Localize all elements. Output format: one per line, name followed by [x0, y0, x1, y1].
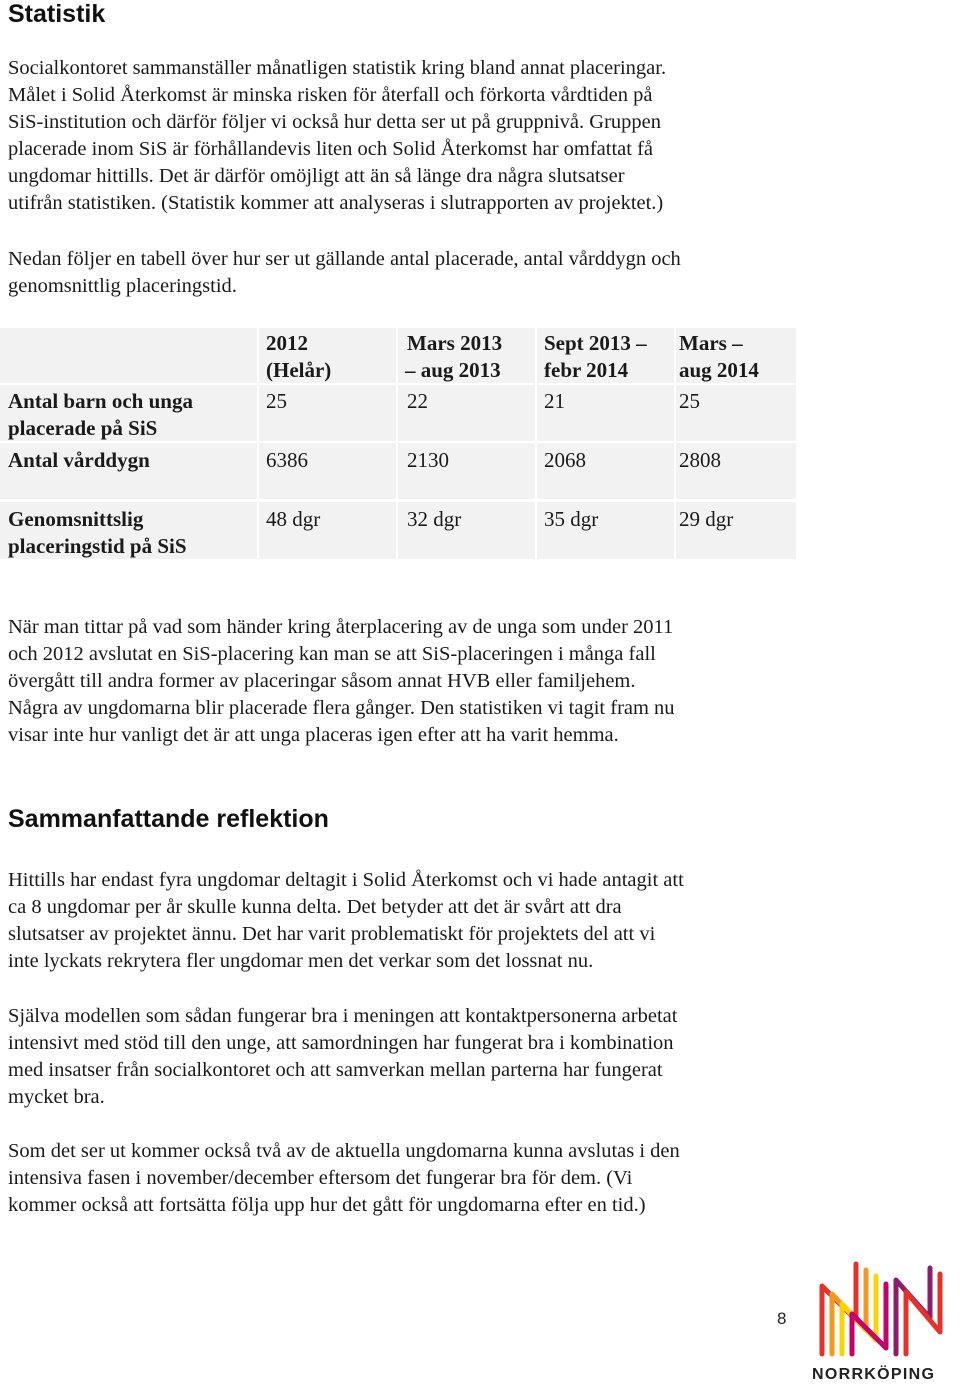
row-label-antal-varddygn: [0, 443, 257, 499]
header-line: Mars –: [679, 331, 743, 355]
row-label-line: placeringstid på SiS: [8, 534, 187, 558]
row-label-antal-barn: [0, 385, 257, 441]
table-cell: [259, 502, 396, 559]
text-line: mycket bra.: [8, 1086, 105, 1109]
row-label-genomsnittslig: [0, 502, 257, 559]
table-cell: [537, 385, 674, 441]
table-cell: [259, 443, 396, 499]
logo-stroke: [906, 1274, 940, 1354]
row-label-line: placerade på SiS: [8, 416, 158, 440]
header-line: aug 2014: [679, 358, 759, 382]
text-line: inte lyckats rekrytera fler ungdomar men det verkar som det lossnat nu.: [8, 950, 594, 973]
text-line: placerade inom SiS är förhållandevis liten och Solid Återkomst har omfattat få: [8, 138, 653, 161]
table-cell: [398, 385, 535, 441]
cell-value: 35 dgr: [544, 507, 599, 531]
table-cell: [537, 443, 674, 499]
header-line: febr 2014: [544, 358, 629, 382]
text-line: övergått till andra former av placeringar såsom annat HVB eller familjehem.: [8, 670, 636, 693]
text-line: När man tittar på vad som händer kring återplacering av de unga som under 2011: [8, 616, 674, 638]
text-line: Socialkontoret sammanställer månatligen statistik kring bland annat placeringar.: [8, 57, 667, 79]
logo-wordmark: NORRKÖPING: [812, 1366, 936, 1383]
text-line: Målet i Solid Återkomst är minska risken för återfall och förkorta vårdtiden på: [8, 84, 653, 107]
header-line: (Helår): [266, 358, 332, 382]
text-line: ca 8 ungdomar per år skulle kunna delta. Det betyder att det är svårt att dra: [8, 896, 622, 919]
text-line: intensivt med stöd till den unge, att samordningen har fungerat bra i kombination: [8, 1032, 674, 1055]
text-line: Några av ungdomarna blir placerade flera gånger. Den statistiken vi tagit fram nu: [8, 697, 675, 720]
table-cell: [398, 443, 535, 499]
cell-value: 25: [266, 389, 287, 413]
table-corner-cell: [0, 328, 257, 383]
text-line: Själva modellen som sådan fungerar bra i meningen att kontaktpersonerna arbetat: [8, 1005, 678, 1027]
table-cell: [676, 502, 796, 559]
text-line: intensiva fasen i november/december eftersom det fungerar bra för dem. (Vi: [8, 1167, 633, 1190]
text-line: och 2012 avslutat en SiS-placering kan man se att SiS-placeringen i många fall: [8, 643, 656, 666]
text-line: med insatser från socialkontoret och att samverkan mellan parterna har fungerat: [8, 1059, 663, 1082]
text-line: Nedan följer en tabell över hur ser ut gällande antal placerade, antal vårddygn och: [8, 248, 681, 270]
text-line: Hittills har endast fyra ungdomar deltagit i Solid Återkomst och vi hade antagit att: [8, 869, 684, 891]
row-label-line: Genomsnittslig: [8, 507, 144, 531]
table-cell: [398, 502, 535, 559]
header-line: – aug 2013: [405, 358, 501, 382]
cell-value: 48 dgr: [266, 507, 321, 531]
text-line: ungdomar hittills. Det är därför omöjligt att än så länge dra några slutsatser: [8, 165, 625, 188]
column-header-2012: [259, 328, 396, 383]
row-label-line: Antal barn och unga: [8, 389, 193, 413]
text-line: SiS-institution och därför följer vi också hur detta ser ut på gruppnivå. Gruppen: [8, 111, 662, 134]
norrkoping-logo-icon: [812, 1258, 952, 1360]
table-cell: [676, 443, 796, 499]
column-header-mars-2013: [398, 328, 535, 383]
cell-value: 22: [407, 389, 428, 413]
row-label-line: Antal vårddygn: [8, 448, 150, 472]
cell-value: 2130: [407, 448, 449, 472]
logo-stroke: [842, 1276, 876, 1354]
replacement-paragraph: [8, 614, 808, 749]
cell-value: 2068: [544, 448, 586, 472]
section-heading-reflektion: Sammanfattande reflektion: [8, 805, 329, 833]
section-heading-statistik: Statistik: [8, 0, 106, 28]
page-number: 8: [777, 1309, 787, 1328]
cell-value: 21: [544, 389, 565, 413]
header-line: Mars 2013: [407, 331, 503, 355]
column-header-mars-2014: [676, 328, 796, 383]
table-cell: [676, 385, 796, 441]
column-header-sept-2013: [537, 328, 674, 383]
text-line: visar inte hur vanligt det är att unga placeras igen efter att ha varit hemma.: [8, 724, 619, 747]
cell-value: 6386: [266, 448, 308, 472]
cell-value: 25: [679, 389, 700, 413]
table-cell: [537, 502, 674, 559]
text-line: genomsnittlig placeringstid.: [8, 275, 237, 298]
table-intro-paragraph: [8, 246, 808, 300]
table-cell: [259, 385, 396, 441]
text-line: slutsatser av projektet ännu. Det har varit problematiskt för projektets del att vi: [8, 923, 656, 946]
intro-paragraph: [8, 55, 808, 218]
header-line: Sept 2013 –: [544, 331, 647, 355]
text-line: utifrån statistiken. (Statistik kommer att analyseras i slutrapporten av projektet.): [8, 192, 664, 215]
text-line: kommer också att fortsätta följa upp hur det gått för ungdomarna efter en tid.): [8, 1194, 646, 1217]
cell-value: 32 dgr: [407, 507, 462, 531]
text-line: Som det ser ut kommer också två av de aktuella ungdomarna kunna avslutas i den: [8, 1140, 680, 1162]
cell-value: 2808: [679, 448, 721, 472]
reflection-paragraph-3: [8, 1138, 808, 1219]
header-line: 2012: [266, 331, 308, 355]
cell-value: 29 dgr: [679, 507, 734, 531]
reflection-paragraph-2: [8, 1003, 808, 1111]
reflection-paragraph-1: [8, 867, 808, 975]
